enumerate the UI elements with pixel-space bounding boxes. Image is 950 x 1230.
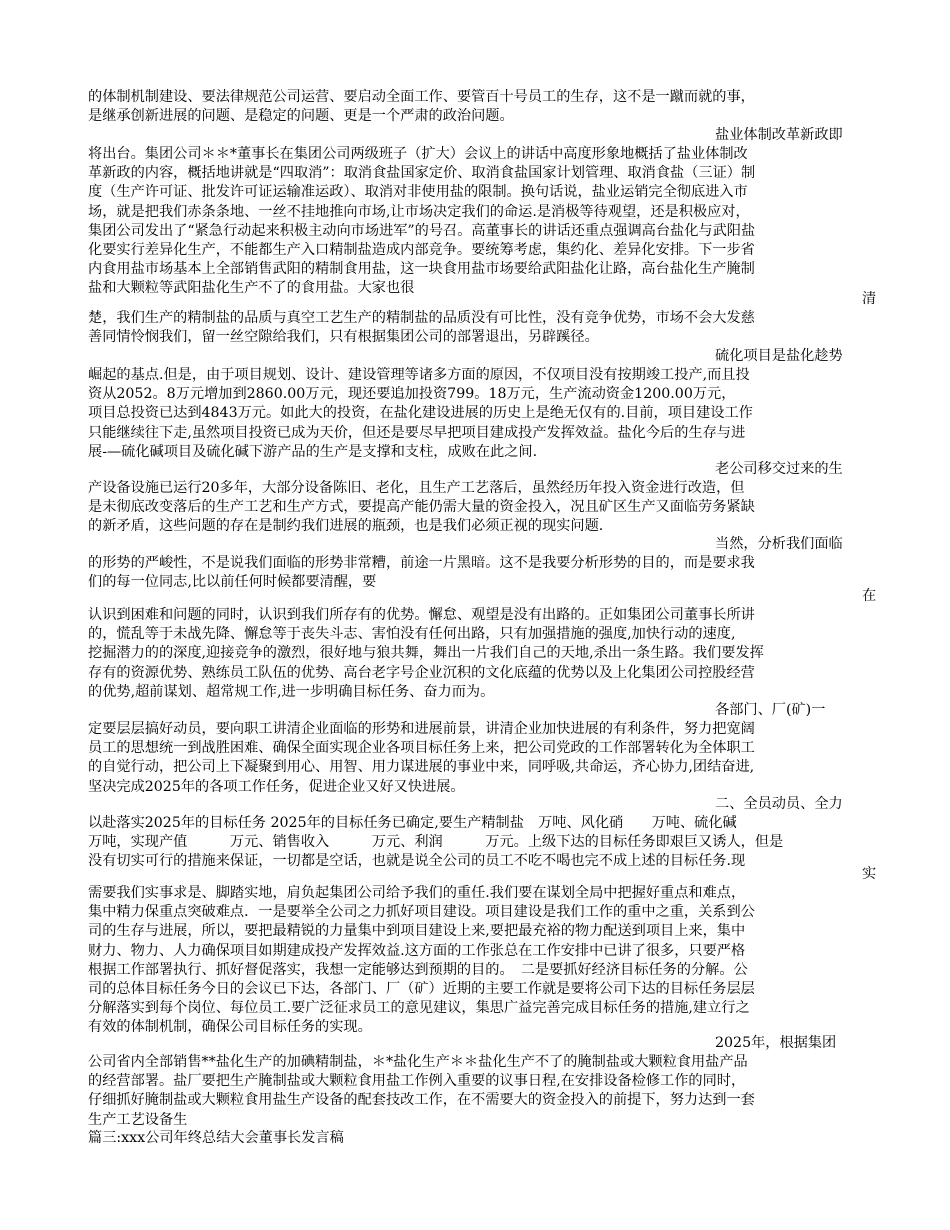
text-line: 化要实行差异化生产，不能都生产入口精制盐造成内部竞争。要统筹考虑，集约化、差异化安排。下一步省 [88,242,755,259]
paragraph [88,88,863,126]
text-line: 的体制机制建设、要法律规范公司运营、要启动全面工作、要管百十号员工的生存，这不是一蹴而就的事， [88,89,755,105]
text-line: 的，慌乱等于未战先降、懈怠等于丧失斗志、害怕没有任何出路，只有加强措施的强度,加快行动的速度, [88,626,736,643]
text-line: 仔细抓好腌制盐或大颗粒食用盐生产设备的配套技改工作，在不需要大的资金投入的前提下，努力达到一套 [88,1092,755,1109]
text-line: 万吨，实现产值 万元、销售收入 万元、利润 万元。上级下达的目标任务即艰巨又诱人，但是 [88,834,784,851]
text-line: 将出台。集团公司＊＊*董事长在集团公司两级班子（扩大）会议上的讲话中高度形象地概括了盐业体制改 [88,146,748,162]
text-line: 存有的资源优势、熟练员工队伍的优势、高台老字号企业沉积的文化底蕴的优势以及上化集团公司控股经营 [88,664,755,681]
text-line: 挖掘潜力的的深度,迎接竞争的激烈，很好地与狼共舞，舞出一片我们自己的天地,杀出一条生路。我们要发挥 [88,645,764,662]
paragraph [88,884,863,1038]
paragraph [88,309,863,347]
paragraph-lead: 在 [862,588,877,604]
section-heading [88,1129,863,1148]
paragraph [88,606,863,702]
text-line: 楚，我们生产的精制盐的品质与真空工艺生产的精制盐的品质没有可比性，没有竞争优势，市场不会大发慈 [88,310,755,326]
text-line: 司的总体目标任务今日的会议已下达，各部门、厂（矿）近期的主要工作就是要将公司下达的目标任务层层 [88,981,755,998]
text-line: 根据工作部署执行、抓好督促落实，我想一定能够达到预期的目的。 二是要抓好经济目标任务的分解。公 [88,961,748,978]
text-line: 革新政的内容，概括地讲就是“四取消”：取消食盐国家定价、取消食盐国家计划管理、取消食盐（三证）制 [88,165,756,182]
text-line: 资从2052。8万元增加到2860.00万元，现还要追加投资799。18万元，生产流动资金1200.00万元， [88,386,736,403]
text-line: 产设备设施已运行20多年，大部分设备陈旧、老化，且生产工艺落后，虽然经历年投入资金进行改造，但 [88,480,745,496]
paragraph-lead: 当然，分析我们面临 [715,536,843,552]
paragraph [88,479,863,537]
text-line: 坚决完成2025年的各项工作任务，促进企业又好又快进展。 [88,778,465,795]
text-line: 集团公司发出了“紧急行动起来积极主动向市场进军”的号召。高董事长的讲话还重点强调高台盐化与武阳盐 [88,222,756,239]
text-line: 需要我们实事求是、脚踏实地，肩负起集团公司给予我们的重任.我们要在谋划全局中把握好重点和难点， [88,885,746,901]
text-line: 篇三:xxx公司年终总结大会董事长发言稿 [88,1130,344,1146]
paragraph-lead: 实 [862,866,877,882]
paragraph-lead: 二、全员动员、全力 [715,796,843,812]
paragraph [88,814,863,872]
text-line: 分解落实到每个岗位、每位员工.要广泛征求员工的意见建议，集思广益完善完成目标任务的措施,建立行之 [88,1000,750,1017]
text-line: 生产工艺设备生 [88,1111,188,1128]
paragraph [88,145,863,299]
text-line: 定要层层搞好动员，要向职工讲清企业面临的形势和进展前景，讲清企业加快进展的有利条件，努力把宽阔 [88,721,755,737]
text-line: 的自觉行动，把公司上下凝聚到用心、用智、用力谋进展的事业中来，同呼吸,共命运，齐心协力,团结奋进, [88,759,755,776]
paragraph-lead: 各部门、厂(矿)一 [715,702,826,718]
text-line: 的经营部署。盐厂要把生产腌制盐或大颗粒食用盐工作例入重要的议事日程,在安排设备检修工作的同时， [88,1073,746,1090]
text-line: 员工的思想统一到战胜困难、确保全面实现企业各项目标任务上来，把公司党政的工作部署转化为全体职工 [88,740,755,757]
text-line: 认识到困难和问题的同时，认识到我们所存有的优势。懈怠、观望是没有出路的。正如集团公司董事长所讲 [88,607,755,623]
text-line: 司的生存与进展，所以，要把最精锐的力量集中到项目建设上来,要把最充裕的物力配送到项目上来，集中 [88,923,746,940]
text-line: 度（生产许可证、批发许可证运输准运政）、取消对非使用盐的限制。换句话说，盐业运销完全彻底进入市 [88,184,748,201]
paragraph-lead: 清 [862,291,877,307]
paragraph [88,366,863,462]
text-line: 以赴落实2025年的目标任务 2025年的目标任务已确定,要生产精制盐 万吨、风化硝 万吨、硫化碱 [88,815,737,831]
paragraph-lead: 盐业体制改革新政即 [715,127,843,143]
paragraph-lead: 老公司移交过来的生 [715,461,843,477]
text-line: 是继承创新进展的问题、是稳定的问题、更是一个严肃的政治问题。 [88,108,514,125]
text-line: 有效的体制机制，确保公司目标任务的实现。 [88,1019,372,1036]
text-line: 展-—硫化碱项目及硫化碱下游产品的生产是支撑和支柱，成败在此之间. [88,443,538,460]
text-line: 内食用盐市场基本上全部销售武阳的精制食用盐，这一块食用盐市场要给武阳盐化让路，高台盐化生产腌制 [88,261,755,278]
text-line: 财力、物力、人力确保项目如期建成投产发挥效益.这方面的工作张总在工作安排中已讲了很多，只要严格 [88,942,746,959]
paragraph [88,720,863,797]
text-line: 的形势的严峻性，不是说我们面临的形势非常糟，前途一片黑暗。这不是我要分析形势的目的，而是要求我 [88,555,755,571]
text-line: 项目总投资已达到4843万元。如此大的投资，在盐化建设进展的历史上是绝无仅有的.目前，项目建设工作 [88,405,753,422]
text-line: 没有切实可行的措施来保证，一切都是空话，也就是说全公司的员工不吃不喝也完不成上述的目标任务.现 [88,853,746,870]
text-line: 公司省内全部销售**盐化生产的加碘精制盐，＊*盐化生产＊＊盐化生产不了的腌制盐或大颗粒食用盐产品 [88,1054,748,1070]
text-line: 善同情怜悯我们，留一丝空隙给我们，只有根据集团公司的部署退出，另辟蹊径。 [88,329,599,346]
text-line: 们的每一位同志,比以前任何时候都要清醒，要 [88,574,377,591]
text-line: 的优势,超前谋划、超常规工作,进一步明确目标任务、奋力而为。 [88,683,495,700]
text-line: 是未彻底改变落后的生产工艺和生产方式，要提高产能仍需大量的资金投入，况且矿区生产又面临劳务紧缺 [88,499,755,516]
paragraph-lead: 2025年，根据集团 [715,1035,837,1051]
paragraph [88,554,863,592]
paragraph [88,1053,863,1130]
text-line: 只能继续往下走,虽然项目投资已成为天价，但还是要尽早把项目建成投产发挥效益。盐化今后的生存与进 [88,424,746,441]
text-line: 的新矛盾，这些问题的存在是制约我们进展的瓶颈，也是我们必须正视的现实问题. [88,518,604,535]
text-line: 崛起的基点.但是，由于项目规划、设计、建设管理等诸多方面的原因，不仅项目没有按期竣工投产,而且投 [88,367,750,383]
text-line: 集中精力保重点突破难点．一是要举全公司之力抓好项目建设。项目建设是我们工作的重中之重，关系到公 [88,904,755,921]
text-line: 场，就是把我们赤条条地、一丝不挂地推向市场,让市场决定我们的命运.是消极等待观望，还是积极应对， [88,203,750,220]
paragraph-lead: 硫化项目是盐化趁势 [715,348,843,364]
text-line: 盐和大颗粒等武阳盐化生产不了的食用盐。大家也很 [88,280,415,297]
